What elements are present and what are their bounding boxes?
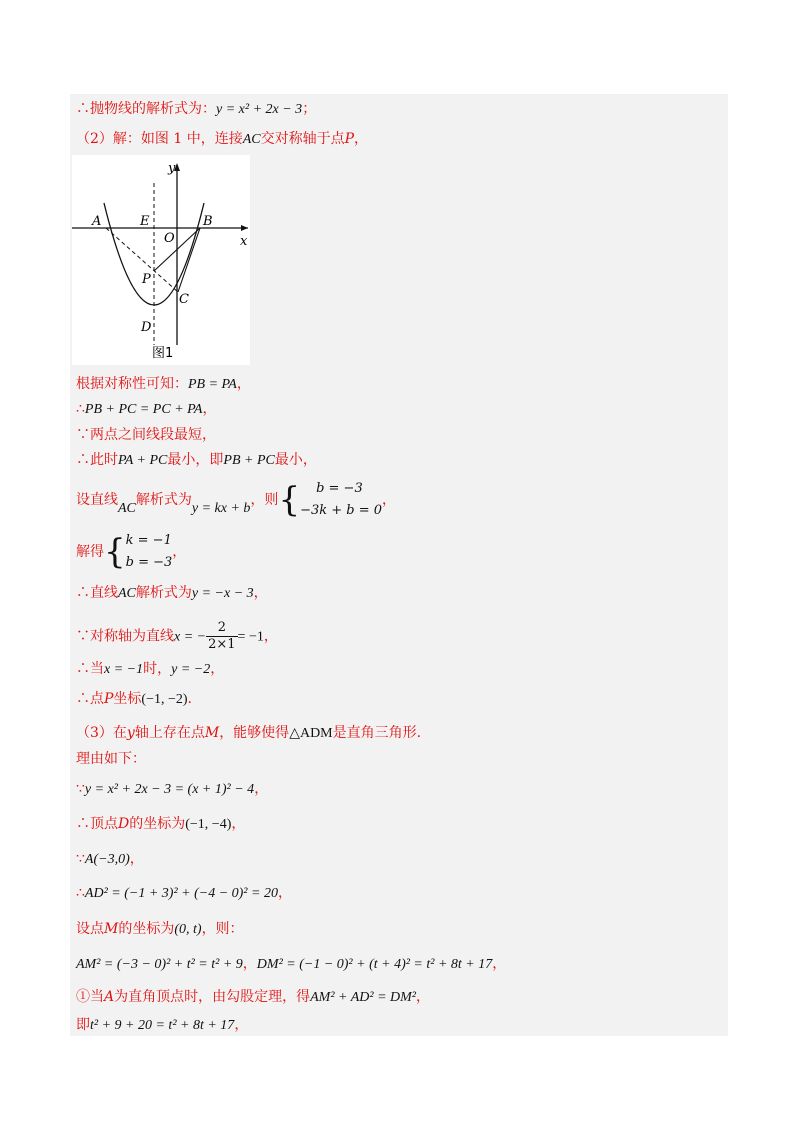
line-parabola-result: ∴抛物线的解析式为：y = x² + 2x − 3；: [76, 101, 317, 117]
label-p: P: [142, 272, 151, 287]
label-e: E: [140, 214, 150, 229]
line-axis-of-symmetry: ∵对称轴为直线x = − $\frac{2}{2\times 1}$ = −1，: [76, 620, 278, 652]
label-c: C: [179, 292, 189, 307]
figure-1: [72, 155, 250, 365]
equation-system-2: { k = −1 b = −3: [104, 532, 173, 572]
line-part3: （3）在y轴上存在点M，能够使得△ADM是直角三角形.: [76, 725, 422, 741]
line-set-m: 设点M的坐标为(0, t)，则：: [76, 921, 244, 937]
line-shortest: ∵两点之间线段最短，: [76, 427, 216, 443]
label-o: O: [164, 231, 175, 246]
line-point-p: ∴点P坐标(−1, −2).: [76, 691, 192, 707]
line-when-x: ∴当x = −1时，y = −2，: [76, 661, 225, 677]
equation-system-1: { b = −3 −3k + b = 0: [278, 480, 383, 520]
label-b: B: [203, 214, 213, 229]
fraction: $\frac{2}{2\times 1}$: [208, 620, 236, 652]
line-symmetry: 根据对称性可知：PB = PA，: [76, 376, 251, 392]
line-set-ac: 设直线AC解析式为y = kx + b，则{ b = −3 −3k + b = 0 ，: [76, 480, 397, 520]
line-part2-intro: （2）解：如图 1 中，连接AC交对称轴于点P，: [76, 131, 369, 147]
line-ac-result: ∴直线AC解析式为y = −x − 3，: [76, 585, 268, 601]
label-x: x: [240, 234, 248, 249]
line-am-dm: AM² = (−3 − 0)² + t² = t² + 9，DM² = (−1 − 0)² + (t + 4)² = t² + 8t + 17，: [76, 956, 507, 972]
line-vertex-form: ∵y = x² + 2x − 3 = (x + 1)² − 4，: [76, 781, 269, 797]
label-d: D: [141, 320, 152, 335]
x-axis-arrow: [241, 225, 248, 231]
line-reason: 理由如下：: [76, 751, 146, 767]
line-point-a: ∵A(−3,0)，: [76, 851, 144, 867]
label-a: A: [92, 214, 102, 229]
line-case-a: ①当A为直角顶点时，由勾股定理，得AM² + AD² = DM²，: [76, 989, 431, 1005]
line-solve: 解得{ k = −1 b = −3 ，: [76, 532, 187, 572]
line-vertex-d: ∴顶点D的坐标为(−1, −4)，: [76, 816, 246, 832]
line-sum-equal: ∴PB + PC = PC + PA，: [76, 401, 217, 417]
label-y: y: [168, 161, 176, 176]
line-minimum: ∴此时PA + PC最小，即PB + PC最小，: [76, 452, 317, 468]
line-case-a-equation: 即t² + 9 + 20 = t² + 8t + 17，: [76, 1017, 249, 1033]
line-ad-squared: ∴AD² = (−1 + 3)² + (−4 − 0)² = 20，: [76, 885, 292, 901]
parabola-diagram: [72, 155, 250, 365]
figure-caption: 图1: [152, 346, 174, 361]
